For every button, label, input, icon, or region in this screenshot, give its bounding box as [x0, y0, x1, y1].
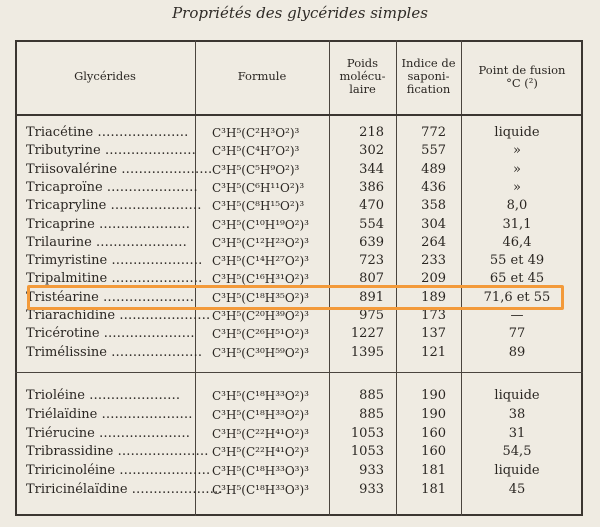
header-fusion: Point de fusion °C (²) [478, 63, 566, 90]
melting-point: liquide [494, 463, 540, 479]
melting-point: 55 et 49 [489, 253, 545, 269]
melting-point: 89 [508, 344, 526, 360]
melting-point: 31 [508, 425, 526, 441]
glyceride-name: Trilaurine ………………… [26, 234, 187, 250]
melting-point: » [513, 179, 521, 195]
saponification-index: 181 [421, 463, 446, 479]
molecular-weight: 470 [359, 198, 384, 214]
glyceride-name: Tributyrine ………………… [26, 143, 196, 159]
glyceride-formula: C³H⁵(C¹⁸H³³O²)³ [212, 389, 309, 403]
saponification-index: 772 [421, 125, 446, 140]
glyceride-formula: C³H⁵(C¹⁸H³³O³)³ [212, 483, 309, 497]
saponification-index: 190 [421, 388, 446, 403]
glyceride-formula: C³H⁵(C⁸H¹⁵O²)³ [212, 199, 305, 214]
glyceride-formula: C³H⁵(C⁶H¹¹O²)³ [212, 180, 305, 195]
saponification-index: 304 [421, 216, 446, 232]
melting-point: 31,1 [502, 216, 532, 232]
molecular-weight: 386 [359, 179, 384, 195]
glyceride-formula: C³H⁵(C³⁰H⁵⁹O²)³ [212, 345, 309, 360]
molecular-weight: 344 [359, 161, 384, 177]
melting-point: 45 [508, 482, 526, 497]
saponification-index: 557 [421, 143, 446, 159]
glyceride-name: Tribrassidine ………………… [26, 444, 209, 460]
glyceride-formula: C³H⁵(C¹⁴H²⁷O²)³ [212, 254, 309, 269]
melting-point: 46,4 [502, 234, 532, 250]
glyceride-formula: C³H⁵(C²⁰H³⁹O²)³ [212, 309, 309, 323]
group-divider [15, 372, 583, 373]
saponification-index: 233 [421, 253, 446, 269]
melting-point: liquide [494, 388, 540, 403]
melting-point: 54,5 [502, 444, 532, 460]
molecular-weight: 723 [359, 253, 384, 269]
saponification-index: 160 [421, 444, 446, 460]
glyceride-name: Trimélissine ………………… [26, 344, 203, 360]
header-glycerides: Glycérides [74, 69, 136, 83]
glyceride-name: Triisovalérine ………………… [26, 161, 213, 177]
molecular-weight: 1053 [350, 425, 384, 441]
melting-point: 38 [508, 406, 526, 422]
highlight-box [27, 285, 564, 310]
glyceride-name: Tricaprine ………………… [26, 216, 190, 232]
saponification-index: 189 [421, 289, 446, 305]
glyceride-formula: C³H⁵(C¹⁸H³³O³)³ [212, 464, 309, 479]
glyceride-formula: C³H⁵(C¹⁸H³⁵O²)³ [212, 290, 309, 305]
glyceride-formula: C³H⁵(C²H³O²)³ [212, 126, 300, 140]
glyceride-formula: C³H⁵(C¹⁶H³¹O²)³ [212, 272, 309, 287]
melting-point: » [513, 143, 521, 159]
glyceride-formula: C³H⁵(C¹⁰H¹⁹O²)³ [212, 217, 309, 232]
glyceride-name: Triarachidine ………………… [26, 308, 211, 323]
molecular-weight: 891 [359, 289, 384, 305]
glyceride-formula: C³H⁵(C⁵H⁹O²)³ [212, 162, 300, 177]
glyceride-formula: C³H⁵(C²²H⁴¹O²)³ [212, 426, 309, 441]
molecular-weight: 1227 [350, 326, 384, 342]
glyceride-name: Tricérotine ………………… [26, 326, 195, 342]
saponification-index: 489 [421, 161, 446, 177]
saponification-index: 436 [421, 179, 446, 195]
saponification-index: 190 [421, 406, 446, 422]
molecular-weight: 885 [359, 388, 384, 403]
saponification-index: 173 [421, 308, 446, 323]
glyceride-formula: C³H⁵(C²⁶H⁵¹O²)³ [212, 327, 309, 342]
molecular-weight: 933 [359, 463, 384, 479]
saponification-index: 121 [421, 344, 446, 360]
glyceride-formula: C³H⁵(C²²H⁴¹O²)³ [212, 445, 309, 460]
glyceride-name: Tricapryline ………………… [26, 198, 202, 214]
glyceride-formula: C³H⁵(C⁴H⁷O²)³ [212, 144, 300, 159]
glyceride-name: Triricinoléine ………………… [26, 463, 211, 479]
column-divider [396, 40, 397, 516]
molecular-weight: 1395 [350, 344, 384, 360]
header-saponification: Indice de saponi- fication [401, 56, 456, 96]
molecular-weight: 639 [359, 234, 384, 250]
melting-point: 65 et 45 [489, 271, 545, 287]
molecular-weight: 1053 [350, 444, 384, 460]
melting-point: — [510, 308, 524, 323]
melting-point: » [513, 161, 521, 177]
molecular-weight: 302 [359, 143, 384, 159]
glyceride-name: Tricaproïne ………………… [26, 179, 198, 195]
melting-point: 8,0 [506, 198, 528, 214]
glyceride-name: Trimyristine ………………… [26, 253, 203, 269]
saponification-index: 137 [421, 326, 446, 342]
saponification-index: 358 [421, 198, 446, 214]
page-title: Propriétés des glycérides simples [172, 4, 428, 22]
molecular-weight: 554 [359, 216, 384, 232]
melting-point: 71,6 et 55 [483, 289, 551, 305]
melting-point: liquide [494, 125, 540, 140]
molecular-weight: 807 [359, 271, 384, 287]
molecular-weight: 975 [359, 308, 384, 323]
glyceride-name: Trioléine ………………… [26, 388, 181, 403]
glyceride-name: Triélaïdine ………………… [26, 406, 193, 422]
saponification-index: 160 [421, 425, 446, 441]
glyceride-name: Triacétine ………………… [26, 125, 189, 140]
header-poids: Poids molécu- laire [339, 56, 386, 96]
saponification-index: 181 [421, 482, 446, 497]
glyceride-name: Triérucine ………………… [26, 425, 190, 441]
molecular-weight: 885 [359, 406, 384, 422]
molecular-weight: 218 [359, 125, 384, 140]
glyceride-name: Triricinélaïdine ………………… [26, 482, 223, 497]
saponification-index: 264 [421, 234, 446, 250]
molecular-weight: 933 [359, 482, 384, 497]
glyceride-formula: C³H⁵(C¹⁸H³³O²)³ [212, 407, 309, 422]
glyceride-name: Tristéarine ………………… [26, 289, 194, 305]
saponification-index: 209 [421, 271, 446, 287]
header-formule: Formule [237, 69, 287, 83]
header-divider [15, 114, 583, 116]
column-divider [461, 40, 462, 516]
melting-point: 77 [508, 326, 526, 342]
glyceride-name: Tripalmitine ………………… [26, 271, 203, 287]
glyceride-formula: C³H⁵(C¹²H²³O²)³ [212, 235, 309, 250]
